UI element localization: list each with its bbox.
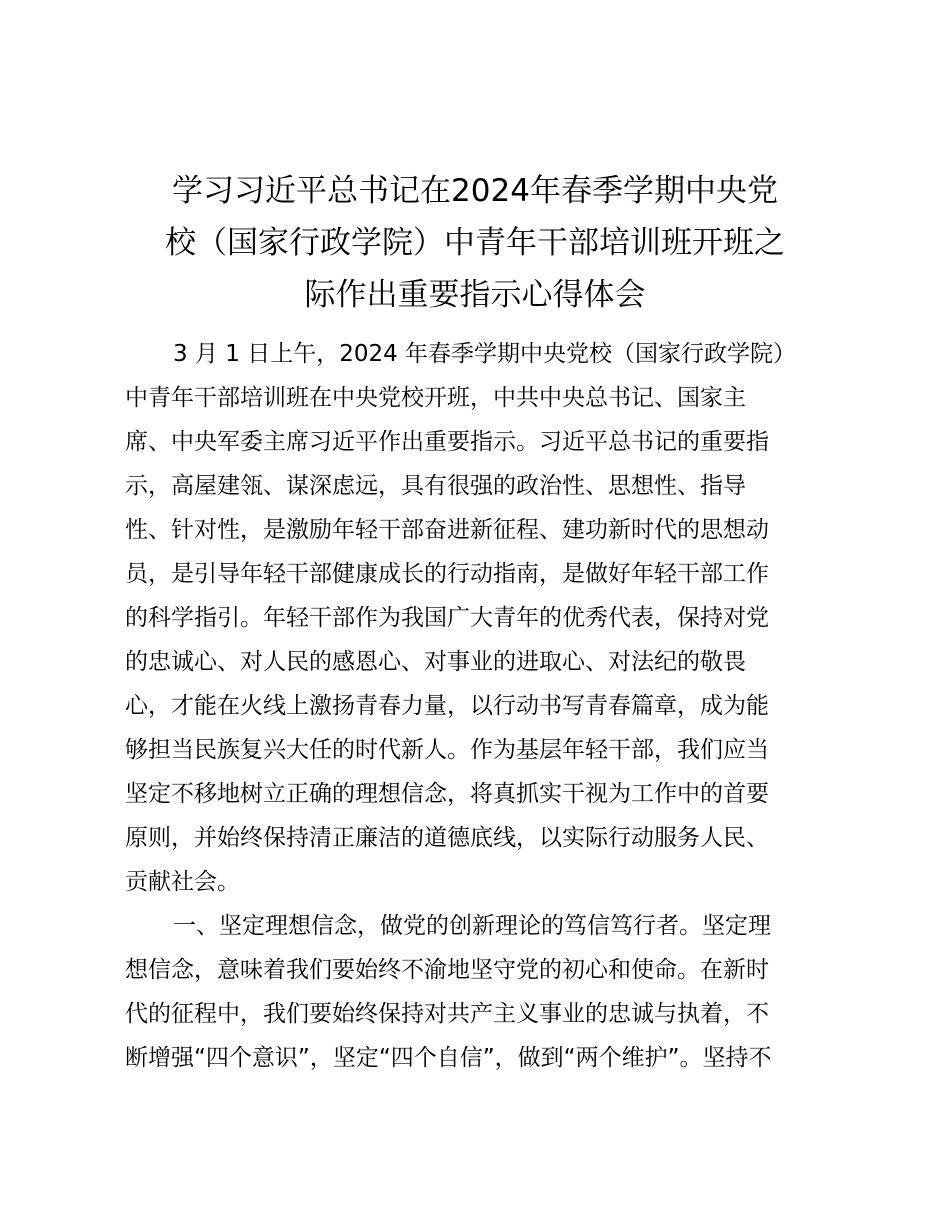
document-title xyxy=(120,165,830,321)
paragraph-line: 代的征程中，我们要始终保持对共产主义事业的忠诚与执着，不 xyxy=(125,1001,769,1027)
title-line: 学习习近平总书记在2024年春季学期中央党 xyxy=(172,173,778,209)
paragraph-line: 够担当民族复兴大任的时代新人。作为基层年轻干部，我们应当 xyxy=(125,737,769,763)
paragraph-line: 席、中央军委主席习近平作出重要指示。习近平总书记的重要指 xyxy=(125,429,769,455)
paragraph-line: 原则，并始终保持清正廉洁的道德底线，以实际行动服务人民、 xyxy=(125,825,769,851)
paragraph-line: 的科学指引。年轻干部作为我国广大青年的优秀代表，保持对党 xyxy=(125,605,769,631)
paragraph-line: 示，高屋建瓴、谋深虑远，具有很强的政治性、思想性、指导 xyxy=(125,473,746,499)
paragraph-line: 坚定不移地树立正确的理想信念，将真抓实干视为工作中的首要 xyxy=(125,781,769,807)
title-line: 际作出重要指示心得体会 xyxy=(304,277,646,313)
paragraph-line: 3 月 1 日上午，2024 年春季学期中央党校（国家行政学院） xyxy=(173,341,797,367)
paragraph-line: 想信念，意味着我们要始终不渝地坚守党的初心和使命。在新时 xyxy=(125,957,769,983)
paragraph-line: 断增强“四个意识”，坚定“四个自信”，做到“两个维护”。坚持不 xyxy=(125,1045,772,1071)
paragraph-2 xyxy=(125,904,825,1080)
paragraph-line: 的忠诚心、对人民的感恩心、对事业的进取心、对法纪的敬畏 xyxy=(125,649,746,675)
paragraph-line: 性、针对性，是激励年轻干部奋进新征程、建功新时代的思想动 xyxy=(125,517,769,543)
paragraph-1 xyxy=(125,332,825,904)
paragraph-line: 贡献社会。 xyxy=(125,869,240,895)
title-line: 校（国家行政学院）中青年干部培训班开班之 xyxy=(165,225,785,261)
document-body xyxy=(125,332,825,1080)
paragraph-line: 一、坚定理想信念，做党的创新理论的笃信笃行者。坚定理 xyxy=(173,913,771,939)
paragraph-line: 员，是引导年轻干部健康成长的行动指南，是做好年轻干部工作 xyxy=(125,561,769,587)
paragraph-line: 心，才能在火线上激扬青春力量，以行动书写青春篇章，成为能 xyxy=(125,693,769,719)
paragraph-line: 中青年干部培训班在中央党校开班，中共中央总书记、国家主 xyxy=(125,385,746,411)
